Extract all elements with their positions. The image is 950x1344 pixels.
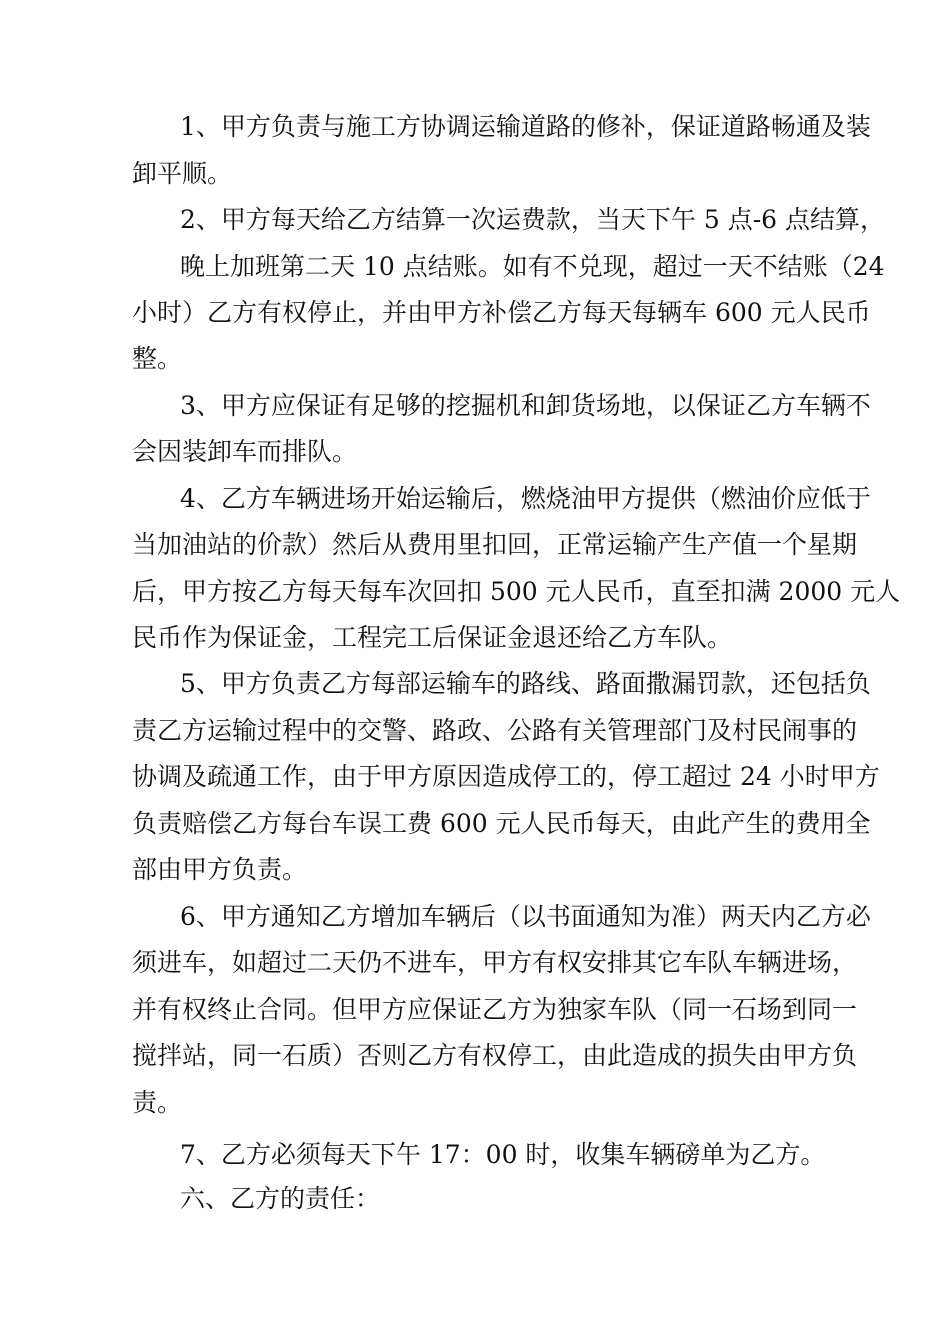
clause-4-line-2: 当加油站的价款）然后从费用里扣回，正常运输产生产值一个星期: [132, 530, 858, 559]
clause-7-line-1: 7、乙方必须每天下午 17：00 时，收集车辆磅单为乙方。: [180, 1140, 826, 1169]
clause-3-line-1: 3、甲方应保证有足够的挖掘机和卸货场地，以保证乙方车辆不: [180, 391, 871, 420]
clause-6-line-3: 并有权终止合同。但甲方应保证乙方为独家车队（同一石场到同一: [132, 995, 858, 1024]
clause-5-line-1: 5、甲方负责乙方每部运输车的路线、路面撒漏罚款，还包括负: [180, 669, 871, 698]
clause-1-line-2: 卸平顺。: [132, 159, 233, 188]
clause-5-line-4: 负责赔偿乙方每台车误工费 600 元人民币每天，由此产生的费用全: [132, 809, 871, 838]
clause-4-line-4: 民币作为保证金，工程完工后保证金退还给乙方车队。: [132, 623, 733, 652]
clause-5-line-2: 责乙方运输过程中的交警、路政、公路有关管理部门及村民闹事的: [132, 716, 858, 745]
clause-6-line-5: 责。: [132, 1088, 183, 1117]
clause-6-line-1: 6、甲方通知乙方增加车辆后（以书面通知为准）两天内乙方必: [180, 902, 871, 931]
clause-6-line-4: 搅拌站，同一石质）否则乙方有权停工，由此造成的损失由甲方负: [132, 1041, 858, 1070]
clause-4-line-3: 后，甲方按乙方每天每车次回扣 500 元人民币，直至扣满 2000 元人: [132, 577, 901, 606]
clause-5-line-3: 协调及疏通工作，由于甲方原因造成停工的，停工超过 24 小时甲方: [132, 762, 880, 791]
clause-6-line-2: 须进车，如超过二天仍不进车，甲方有权安排其它车队车辆进场，: [132, 948, 858, 977]
clause-4-line-1: 4、乙方车辆进场开始运输后，燃烧油甲方提供（燃油价应低于: [180, 484, 871, 513]
clause-2-line-3: 小时）乙方有权停止，并由甲方补偿乙方每天每辆车 600 元人民币: [132, 298, 871, 327]
clause-5-line-5: 部由甲方负责。: [132, 855, 308, 884]
clause-2-line-1: 2、甲方每天给乙方结算一次运费款，当天下午 5 点-6 点结算，: [180, 205, 886, 234]
clause-2-line-2: 晚上加班第二天 10 点结账。如有不兑现，超过一天不结账（24: [180, 252, 885, 281]
clause-2-line-4: 整。: [132, 344, 183, 373]
clause-3-line-2: 会因装卸车而排队。: [132, 437, 358, 466]
clause-1-line-1: 1、甲方负责与施工方协调运输道路的修补，保证道路畅通及装: [180, 112, 871, 141]
section-heading: 六、乙方的责任：: [180, 1184, 381, 1213]
